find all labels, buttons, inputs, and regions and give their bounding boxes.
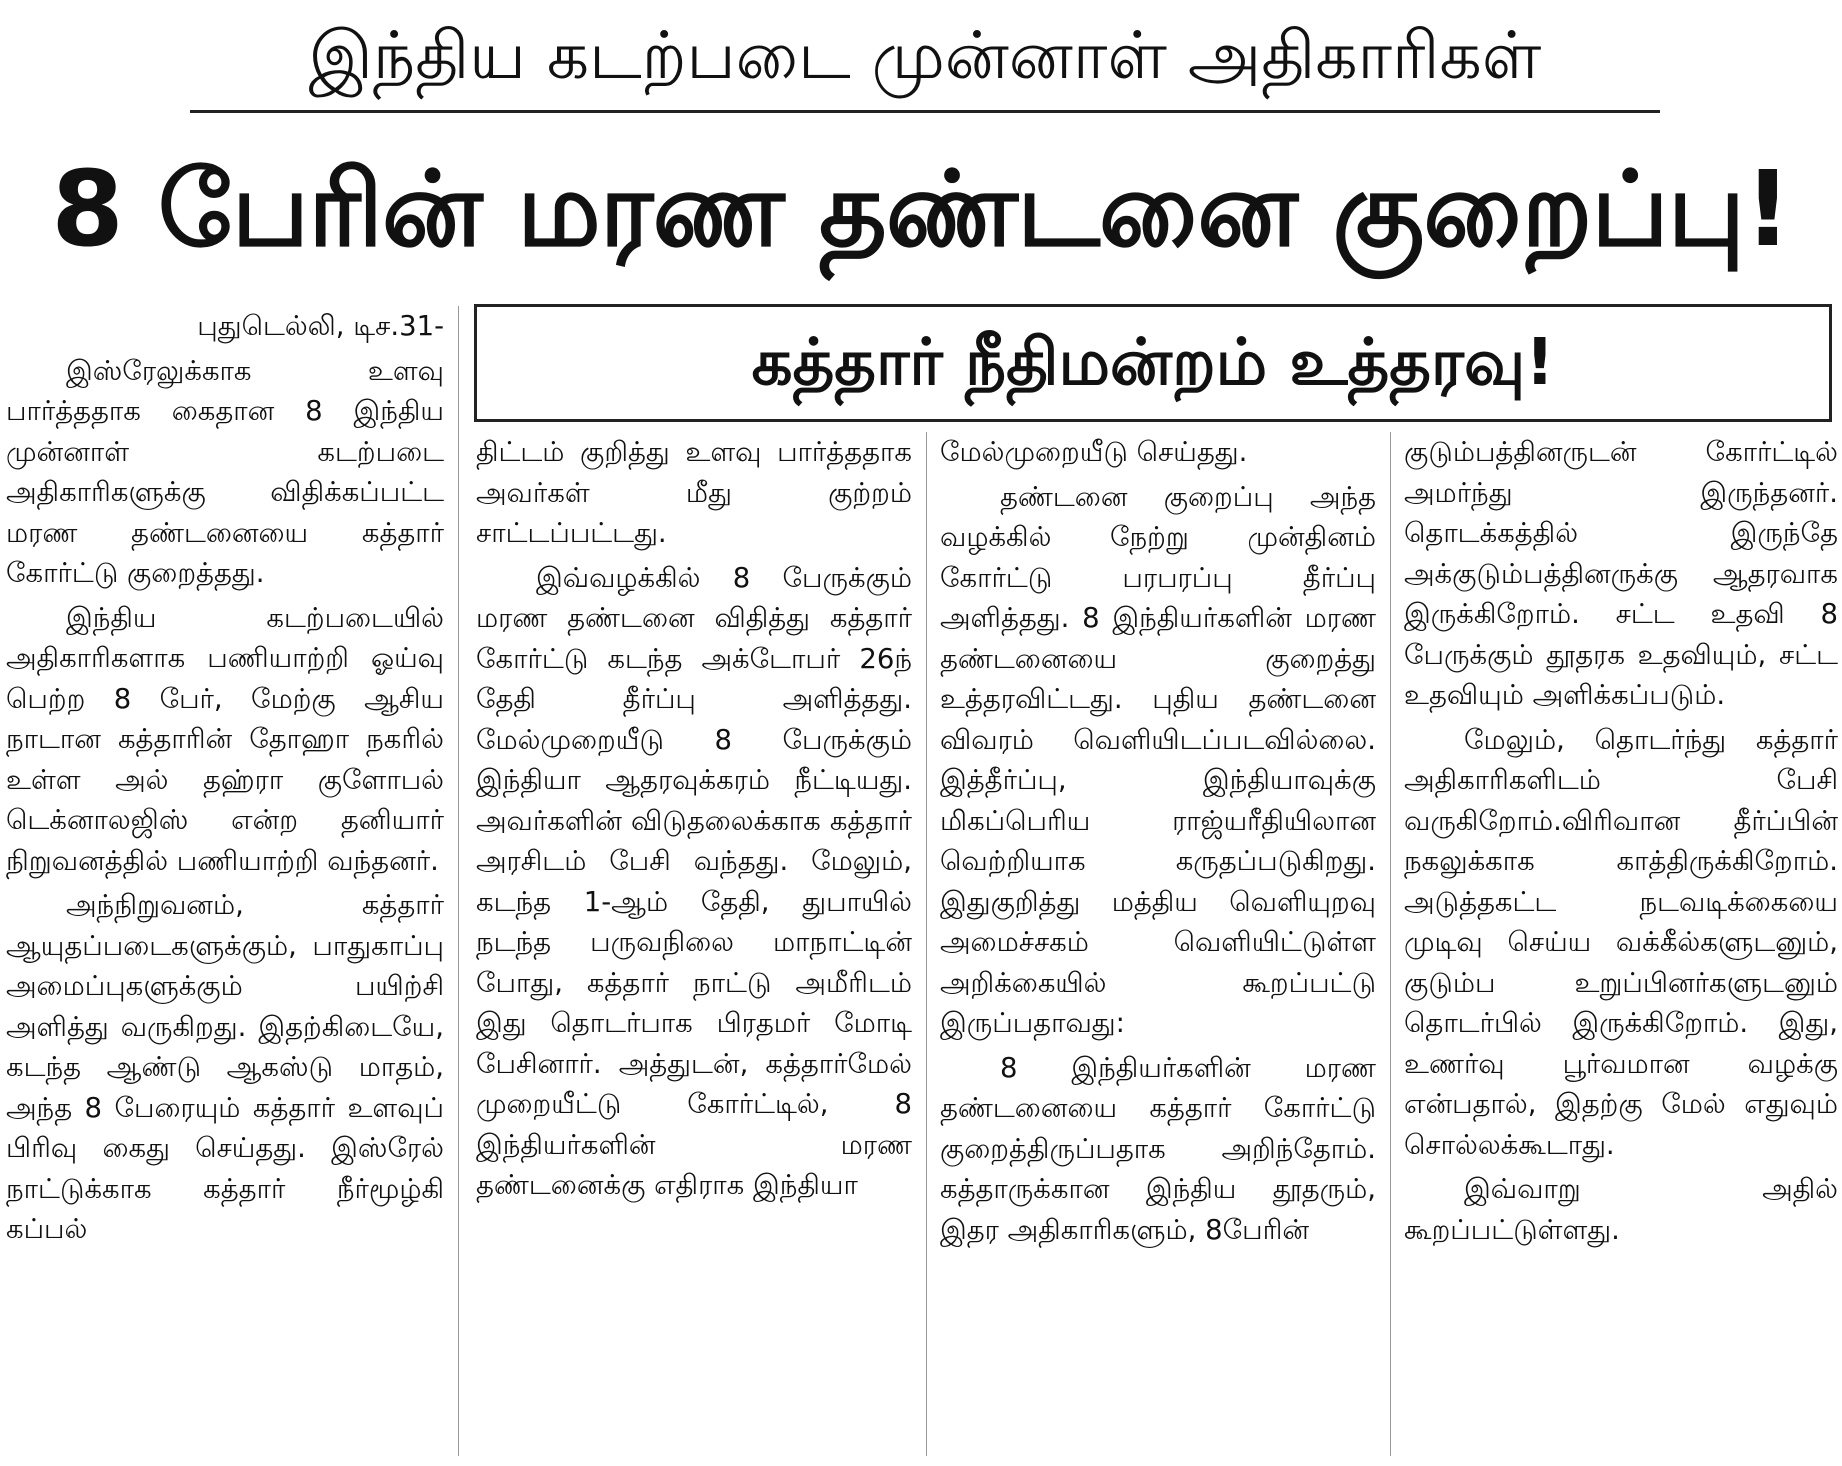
column-divider [926,432,927,1456]
paragraph: இவ்வாறு அதில் கூறப்பட்டுள்ளது. [1404,1173,1838,1246]
paragraph: இவ்வழக்கில் 8 பேருக்கும் மரண தண்டனை விதித்து கத்தார் கோர்ட்டு கடந்த அக்டோபர் 26ந் தேதி தீர்ப்பு அளித்தது. மேல்முறையீடு 8 பேருக்கும் இந்தியா ஆதரவுக்கரம் நீட்டியது. அவர்களின் விடுதலைக்காக கத்தார் அரசிடம் பேசி வந்தது. மேலும், கடந்த 1-ஆம் தேதி, துபாயில் நடந்த பருவநிலை மாநாட்டின் போது, கத்தார் நாட்டு அமீரிடம் இது தொடர்பாக பிரதமர் மோடி பேசினார். அத்துடன், கத்தார்மேல் முறையீட்டு கோர்ட்டில், 8 இந்தியர்களின் மரண தண்டனைக்கு எதிராக இந்தியா [476,561,912,1201]
paragraph: மேல்முறையீடு செய்தது. [940,436,1248,468]
paragraph: திட்டம் குறித்து உளவு பார்த்ததாக அவர்கள் மீது குற்றம் சாட்டப்பட்டது. [476,436,912,549]
article-column-1 [6,306,444,1466]
dateline: புதுடெல்லி, டிச.31- [197,310,444,342]
column-divider [1390,432,1391,1456]
main-headline: 8 பேரின் மரண தண்டனை குறைப்பு! [51,148,1791,270]
paragraph: இந்திய கடற்படையில் அதிகாரிகளாக பணியாற்றி ஓய்வு பெற்ற 8 பேர், மேற்கு ஆசிய நாடான கத்தாரின் தோஹா நகரில் உள்ள அல் தஹ்ரா குளோபல் டெக்னாலஜிஸ் என்ற தனியார் நிறுவனத்தில் பணியாற்றி வந்தனர். [6,601,444,877]
article-column-3 [940,432,1376,1466]
kicker-headline: இந்திய கடற்படை முன்னாள் அதிகாரிகள் [308,17,1542,94]
paragraph: குடும்பத்தினருடன் கோர்ட்டில் அமர்ந்து இருந்தனர். தொடக்கத்தில் இருந்தே அக்குடும்பத்தினருக்கு ஆதரவாக இருக்கிறோம். சட்ட உதவி 8 பேருக்கும் தூதரக உதவியும், சட்ட உதவியும் அளிக்கப்படும். [1404,436,1838,711]
article-column-4 [1404,432,1838,1466]
column-divider [458,306,459,1456]
paragraph: 8 இந்தியர்களின் மரண தண்டனையை கத்தார் கோர்ட்டு குறைத்திருப்பதாக அறிந்தோம். கத்தாருக்கான இந்திய தூதரும், இதர அதிகாரிகளும், 8பேரின் [940,1051,1376,1246]
paragraph: தண்டனை குறைப்பு அந்த வழக்கில் நேற்று முன்தினம் கோர்ட்டு பரபரப்பு தீர்ப்பு அளித்தது. 8 இந்தியர்களின் மரண தண்டனையை குறைத்து உத்தரவிட்டது. புதிய தண்டனை விவரம் வெளியிடப்படவில்லை. இத்தீர்ப்பு, இந்தியாவுக்கு மிகப்பெரிய ராஜ்யரீதியிலான வெற்றியாக கருதப்படுகிறது. இதுகுறித்து மத்திய வெளியுறவு அமைச்சகம் வெளியிட்டுள்ள அறிக்கையில் கூறப்பட்டு இருப்பதாவது: [940,480,1376,1039]
article-column-2 [476,432,912,1466]
subheadline-box: கத்தார் நீதிமன்றம் உத்தரவு! [474,304,1832,422]
paragraph: அந்நிறுவனம், கத்தார் ஆயுதப்படைகளுக்கும், பாதுகாப்பு அமைப்புகளுக்கும் பயிற்சி அளித்து வருகிறது. இதற்கிடையே, கடந்த ஆண்டு ஆகஸ்டு மாதம், அந்த 8 பேரையும் கத்தார் உளவுப் பிரிவு கைது செய்தது. இஸ்ரேல் நாட்டுக்காக கத்தார் நீர்மூழ்கி கப்பல் [6,889,444,1245]
paragraph: இஸ்ரேலுக்காக உளவு பார்த்ததாக கைதான 8 இந்திய முன்னாள் கடற்படை அதிகாரிகளுக்கு விதிக்கப்பட்ட மரண தண்டனையை கத்தார் கோர்ட்டு குறைத்தது. [6,354,444,589]
kicker-underline [190,110,1660,113]
paragraph: மேலும், தொடர்ந்து கத்தார் அதிகாரிகளிடம் பேசி வருகிறோம்.விரிவான தீர்ப்பின் நகலுக்காக காத்திருக்கிறோம். அடுத்தகட்ட நடவடிக்கையை முடிவு செய்ய வக்கீல்களுடனும், குடும்ப உறுப்பினர்களுடனும் தொடர்பில் இருக்கிறோம். இது, உணர்வு பூர்வமான வழக்கு என்பதால், இதற்கு மேல் எதுவும் சொல்லக்கூடாது. [1404,723,1838,1161]
